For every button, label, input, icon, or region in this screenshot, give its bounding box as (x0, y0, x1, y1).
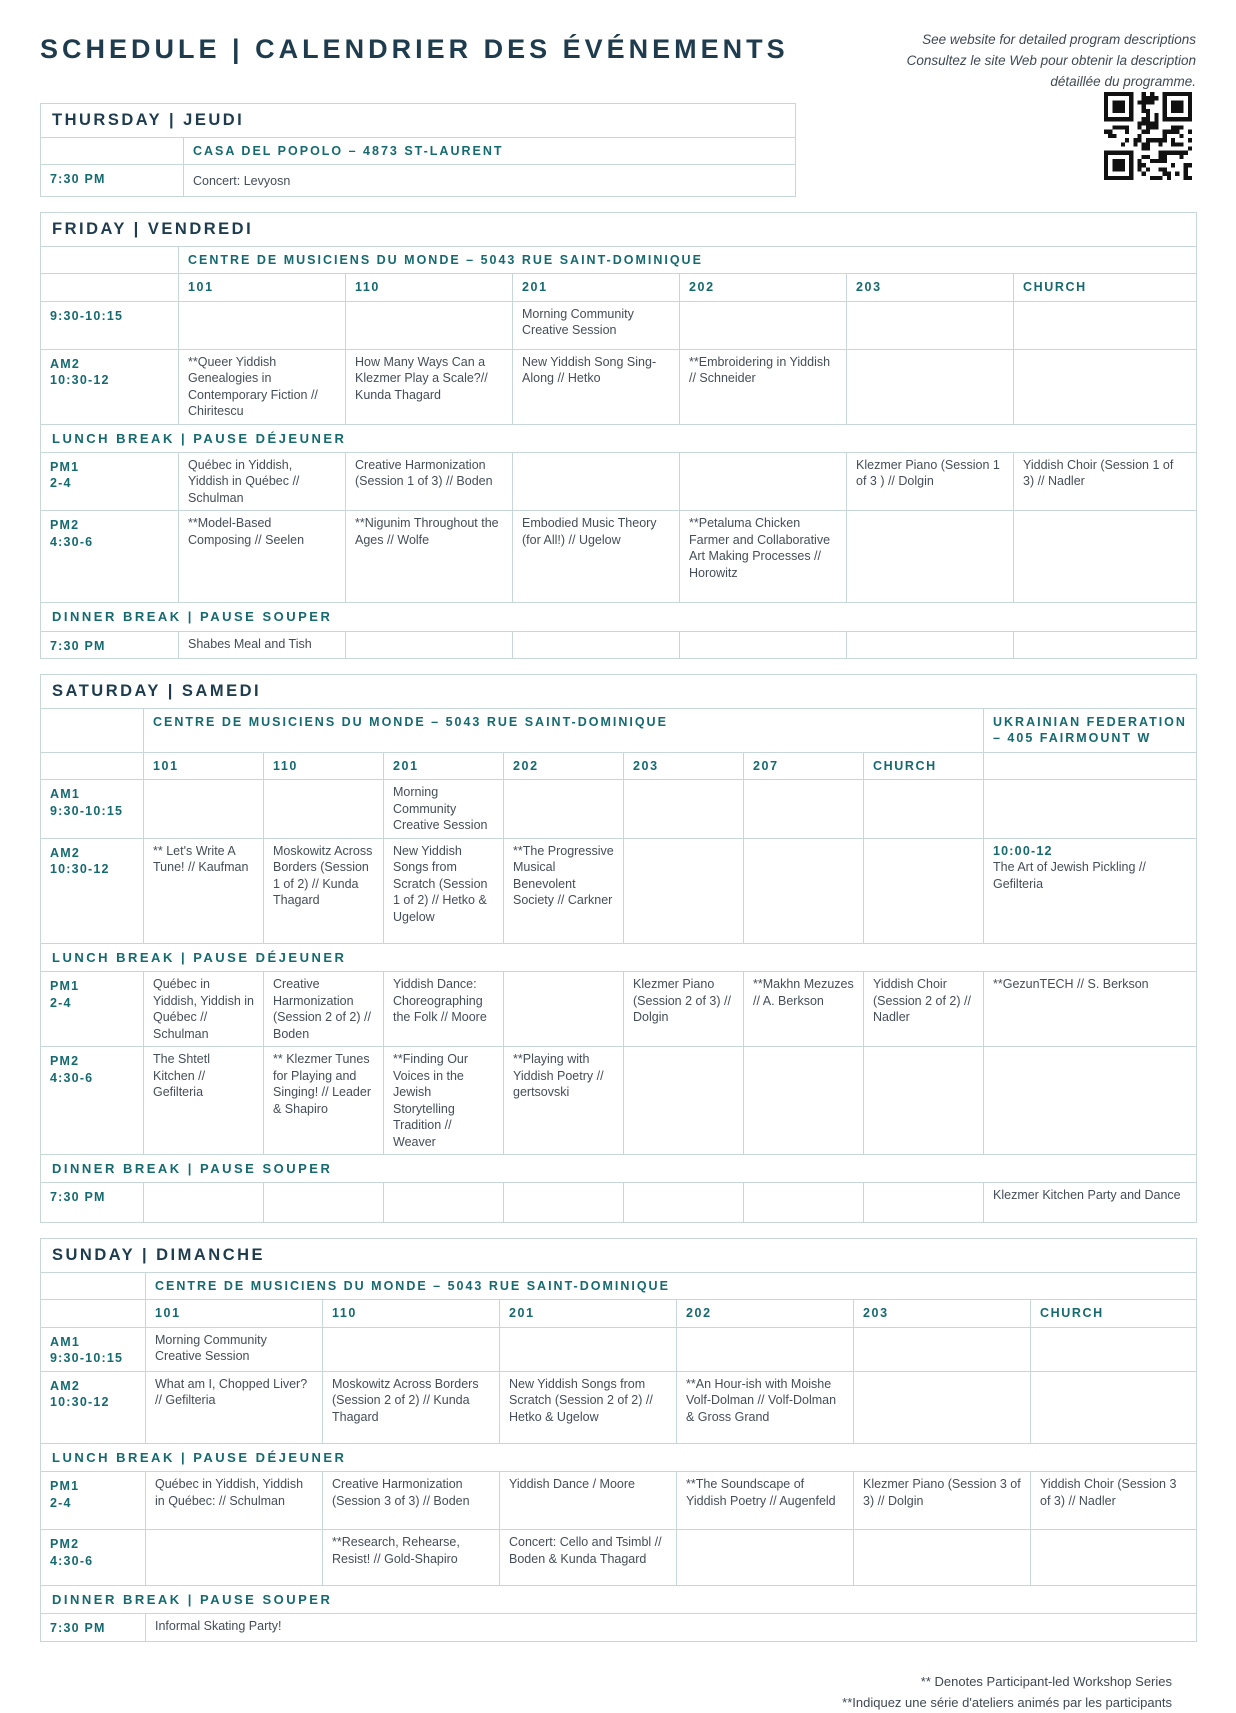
schedule-row (41, 1047, 1197, 1155)
room-label: 101 (146, 1300, 323, 1328)
room-label: 101 (144, 752, 264, 780)
event-cell (744, 838, 864, 943)
event-cell (744, 1183, 864, 1223)
time-cell: PM1 2-4 (41, 452, 179, 511)
empty-cell (41, 246, 179, 274)
event-cell (744, 1047, 864, 1155)
event-cell (1014, 301, 1197, 349)
room-label: CHURCH (1014, 274, 1197, 302)
event-cell (384, 1183, 504, 1223)
break-row (41, 1443, 1197, 1471)
event-cell (264, 1183, 384, 1223)
break-label: DINNER BREAK | PAUSE SOUPER (41, 1155, 1197, 1183)
empty-cell (41, 274, 179, 302)
event-cell: Concert: Cello and Tsimbl // Boden & Kunda Thagard (500, 1530, 677, 1586)
event-cell: **GezunTECH // S. Berkson (984, 972, 1197, 1047)
event-cell (864, 1183, 984, 1223)
venue-label: UKRAINIAN FEDERATION – 405 FAIRMOUNT W (984, 708, 1197, 752)
schedule-row (41, 972, 1197, 1047)
schedule-row (41, 1327, 1197, 1371)
time-cell: PM2 4:30-6 (41, 1047, 144, 1155)
room-label: 207 (744, 752, 864, 780)
event-cell: Informal Skating Party! (146, 1614, 1197, 1642)
event-cell (1014, 349, 1197, 424)
schedule-row (41, 1530, 1197, 1586)
event-cell (984, 1047, 1197, 1155)
schedule-row (41, 780, 1197, 839)
event-cell: **Makhn Mezuzes // A. Berkson (744, 972, 864, 1047)
time-cell: AM2 10:30-12 (41, 349, 179, 424)
event-cell: Yiddish Choir (Session 1 of 3) // Nadler (1014, 452, 1197, 511)
empty-cell (984, 752, 1197, 780)
event-cell (864, 780, 984, 839)
event-cell (847, 301, 1014, 349)
event-cell (179, 301, 346, 349)
event-cell (864, 1047, 984, 1155)
event-cell (854, 1371, 1031, 1443)
break-row (41, 424, 1197, 452)
time-cell: 7:30 PM (41, 631, 179, 659)
event-cell (680, 631, 847, 659)
event-cell: Yiddish Choir (Session 3 of 3) // Nadler (1031, 1472, 1197, 1530)
event-cell (346, 301, 513, 349)
event-cell: **The Soundscape of Yiddish Poetry // Augenfeld (677, 1472, 854, 1530)
event-cell (144, 1183, 264, 1223)
venue-label: CENTRE DE MUSICIENS DU MONDE – 5043 RUE SAINT-DOMINIQUE (144, 708, 984, 752)
room-label: 110 (346, 274, 513, 302)
room-label: 202 (504, 752, 624, 780)
event-cell: New Yiddish Song Sing-Along // Hetko (513, 349, 680, 424)
event-cell (1014, 511, 1197, 603)
room-label: 110 (323, 1300, 500, 1328)
room-label: 110 (264, 752, 384, 780)
time-cell: AM1 9:30-10:15 (41, 1327, 146, 1371)
room-label: CHURCH (1031, 1300, 1197, 1328)
schedule-row (41, 1371, 1197, 1443)
venue-row (41, 137, 796, 165)
thursday-schedule-table (40, 103, 796, 197)
event-cell (984, 780, 1197, 839)
room-labels-row (41, 274, 1197, 302)
schedule-row (41, 631, 1197, 659)
event-cell: ** Klezmer Tunes for Playing and Singing! // Leader & Shapiro (264, 1047, 384, 1155)
footnote-line: **Indiquez une série d'ateliers animés par les participants (842, 1694, 1172, 1710)
break-label: DINNER BREAK | PAUSE SOUPER (41, 603, 1197, 631)
website-note (907, 28, 1196, 93)
website-note-line: See website for detailed program descriptions (922, 32, 1196, 47)
event-cell (624, 780, 744, 839)
event-text: The Art of Jewish Pickling // Gefilteria (993, 860, 1146, 891)
event-cell: ** Let's Write A Tune! // Kaufman (144, 838, 264, 943)
empty-cell (41, 752, 144, 780)
page-title: SCHEDULE | CALENDRIER DES ÉVÉNEMENTS (40, 34, 789, 64)
break-label: DINNER BREAK | PAUSE SOUPER (41, 1586, 1197, 1614)
break-row (41, 1155, 1197, 1183)
time-cell: AM2 10:30-12 (41, 1371, 146, 1443)
room-labels-row (41, 752, 1197, 780)
event-cell: Québec in Yiddish, Yiddish in Québec // Schulman (144, 972, 264, 1047)
room-label: 203 (854, 1300, 1031, 1328)
empty-cell (41, 1272, 146, 1300)
room-label: 101 (179, 274, 346, 302)
schedule-row (41, 511, 1197, 603)
day-title: FRIDAY | VENDREDI (41, 213, 1197, 247)
event-cell (1031, 1530, 1197, 1586)
event-cell: **Queer Yiddish Genealogies in Contemporary Fiction // Chiritescu (179, 349, 346, 424)
event-cell (500, 1327, 677, 1371)
event-cell (744, 780, 864, 839)
schedule-row (41, 452, 1197, 511)
day-title: SUNDAY | DIMANCHE (41, 1239, 1197, 1273)
event-cell: **An Hour-ish with Moishe Volf-Dolman // Volf-Dolman & Gross Grand (677, 1371, 854, 1443)
room-label: 201 (384, 752, 504, 780)
room-labels-row (41, 1300, 1197, 1328)
event-cell (1014, 631, 1197, 659)
event-cell (984, 838, 1197, 943)
event-cell: Klezmer Piano (Session 2 of 3) // Dolgin (624, 972, 744, 1047)
website-note-line: Consultez le site Web pour obtenir la description (906, 52, 1196, 68)
schedule-row (41, 1183, 1197, 1223)
event-cell (864, 838, 984, 943)
room-label: 202 (677, 1300, 854, 1328)
time-cell: 7:30 PM (41, 1614, 146, 1642)
break-label: LUNCH BREAK | PAUSE DÉJEUNER (41, 1443, 1197, 1471)
break-row (41, 603, 1197, 631)
event-cell (847, 511, 1014, 603)
schedule-row (41, 838, 1197, 943)
break-label: LUNCH BREAK | PAUSE DÉJEUNER (41, 943, 1197, 971)
schedule-row (41, 1472, 1197, 1530)
schedule-row (41, 165, 796, 197)
time-cell: PM2 4:30-6 (41, 1530, 146, 1586)
event-cell (624, 1183, 744, 1223)
saturday-schedule-table (40, 674, 1197, 1223)
event-cell: Creative Harmonization (Session 1 of 3) // Boden (346, 452, 513, 511)
event-cell: Yiddish Choir (Session 2 of 2) // Nadler (864, 972, 984, 1047)
room-label: 202 (680, 274, 847, 302)
event-cell: **Petaluma Chicken Farmer and Collaborative Art Making Processes // Horowitz (680, 511, 847, 603)
footnote-line: ** Denotes Participant-led Workshop Series (920, 1673, 1172, 1689)
event-cell: **Finding Our Voices in the Jewish Storytelling Tradition // Weaver (384, 1047, 504, 1155)
event-cell (146, 1530, 323, 1586)
event-cell: New Yiddish Songs from Scratch (Session 1 of 2) // Hetko & Ugelow (384, 838, 504, 943)
break-row (41, 943, 1197, 971)
event-cell (264, 780, 384, 839)
empty-cell (41, 708, 144, 752)
room-label: 201 (500, 1300, 677, 1328)
event-cell (504, 1183, 624, 1223)
day-header-row (41, 675, 1197, 709)
time-cell: PM1 2-4 (41, 972, 144, 1047)
page-header (40, 28, 1196, 93)
event-cell (513, 631, 680, 659)
event-cell: Morning Community Creative Session (384, 780, 504, 839)
event-cell: Concert: Levyosn (184, 165, 796, 197)
schedule-row (41, 349, 1197, 424)
event-cell: Morning Community Creative Session (513, 301, 680, 349)
schedule-row (41, 1614, 1197, 1642)
empty-cell (41, 1300, 146, 1328)
time-cell: PM2 4:30-6 (41, 511, 179, 603)
room-label: 203 (847, 274, 1014, 302)
event-cell (624, 838, 744, 943)
venue-label: CENTRE DE MUSICIENS DU MONDE – 5043 RUE SAINT-DOMINIQUE (179, 246, 1197, 274)
event-cell: **Nigunim Throughout the Ages // Wolfe (346, 511, 513, 603)
event-cell (680, 452, 847, 511)
day-title: THURSDAY | JEUDI (41, 103, 796, 137)
event-cell (504, 780, 624, 839)
time-cell: AM2 10:30-12 (41, 838, 144, 943)
event-cell: Morning Community Creative Session (146, 1327, 323, 1371)
event-cell: The Shtetl Kitchen // Gefilteria (144, 1047, 264, 1155)
event-cell: **Research, Rehearse, Resist! // Gold-Shapiro (323, 1530, 500, 1586)
event-cell (1031, 1327, 1197, 1371)
day-header-row (41, 1239, 1197, 1273)
day-header-row (41, 213, 1197, 247)
event-cell (144, 780, 264, 839)
room-label: CHURCH (864, 752, 984, 780)
event-cell: Klezmer Piano (Session 3 of 3) // Dolgin (854, 1472, 1031, 1530)
empty-cell (41, 137, 184, 165)
event-cell (504, 972, 624, 1047)
day-title: SATURDAY | SAMEDI (41, 675, 1197, 709)
sunday-schedule-table (40, 1238, 1197, 1642)
event-cell: Québec in Yiddish, Yiddish in Québec: // Schulman (146, 1472, 323, 1530)
qr-code (1104, 92, 1192, 180)
time-cell: 7:30 PM (41, 165, 184, 197)
event-cell (677, 1530, 854, 1586)
event-cell: Moskowitz Across Borders (Session 2 of 2) // Kunda Thagard (323, 1371, 500, 1443)
event-cell: Embodied Music Theory (for All!) // Ugelow (513, 511, 680, 603)
venue-row (41, 246, 1197, 274)
time-cell: AM1 9:30-10:15 (41, 780, 144, 839)
friday-schedule-table (40, 212, 1197, 659)
event-cell (323, 1327, 500, 1371)
event-cell: Yiddish Dance: Choreographing the Folk // Moore (384, 972, 504, 1047)
event-cell (346, 631, 513, 659)
event-cell: How Many Ways Can a Klezmer Play a Scale?// Kunda Thagard (346, 349, 513, 424)
event-cell (847, 631, 1014, 659)
time-cell: PM1 2-4 (41, 1472, 146, 1530)
venue-row (41, 1272, 1197, 1300)
event-cell: **Model-Based Composing // Seelen (179, 511, 346, 603)
room-label: 203 (624, 752, 744, 780)
event-cell (1031, 1371, 1197, 1443)
event-cell: Klezmer Piano (Session 1 of 3 ) // Dolgin (847, 452, 1014, 511)
schedule-row (41, 301, 1197, 349)
event-cell: Moskowitz Across Borders (Session 1 of 2) // Kunda Thagard (264, 838, 384, 943)
event-cell (680, 301, 847, 349)
break-label: LUNCH BREAK | PAUSE DÉJEUNER (41, 424, 1197, 452)
event-cell: New Yiddish Songs from Scratch (Session 2 of 2) // Hetko & Ugelow (500, 1371, 677, 1443)
time-cell: 7:30 PM (41, 1183, 144, 1223)
event-cell (854, 1327, 1031, 1371)
venue-label: CASA DEL POPOLO – 4873 ST-LAURENT (184, 137, 796, 165)
event-cell (854, 1530, 1031, 1586)
day-header-row (41, 103, 796, 137)
room-label: 201 (513, 274, 680, 302)
event-time: 10:00-12 (993, 843, 1053, 858)
event-cell: Klezmer Kitchen Party and Dance (984, 1183, 1197, 1223)
event-cell: **The Progressive Musical Benevolent Society // Carkner (504, 838, 624, 943)
event-cell: Shabes Meal and Tish (179, 631, 346, 659)
event-cell: **Embroidering in Yiddish // Schneider (680, 349, 847, 424)
event-cell: Creative Harmonization (Session 2 of 2) // Boden (264, 972, 384, 1047)
venue-row (41, 708, 1197, 752)
event-cell (513, 452, 680, 511)
website-note-line: détaillée du programme. (1050, 73, 1196, 89)
event-cell (624, 1047, 744, 1155)
event-cell: Creative Harmonization (Session 3 of 3) // Boden (323, 1472, 500, 1530)
time-cell: 9:30-10:15 (41, 301, 179, 349)
footnote (40, 1672, 1196, 1713)
event-cell: What am I, Chopped Liver? // Gefilteria (146, 1371, 323, 1443)
event-cell (847, 349, 1014, 424)
event-cell: Québec in Yiddish, Yiddish in Québec // Schulman (179, 452, 346, 511)
venue-label: CENTRE DE MUSICIENS DU MONDE – 5043 RUE SAINT-DOMINIQUE (146, 1272, 1197, 1300)
event-cell: **Playing with Yiddish Poetry // gertsovski (504, 1047, 624, 1155)
event-cell (677, 1327, 854, 1371)
event-cell: Yiddish Dance / Moore (500, 1472, 677, 1530)
